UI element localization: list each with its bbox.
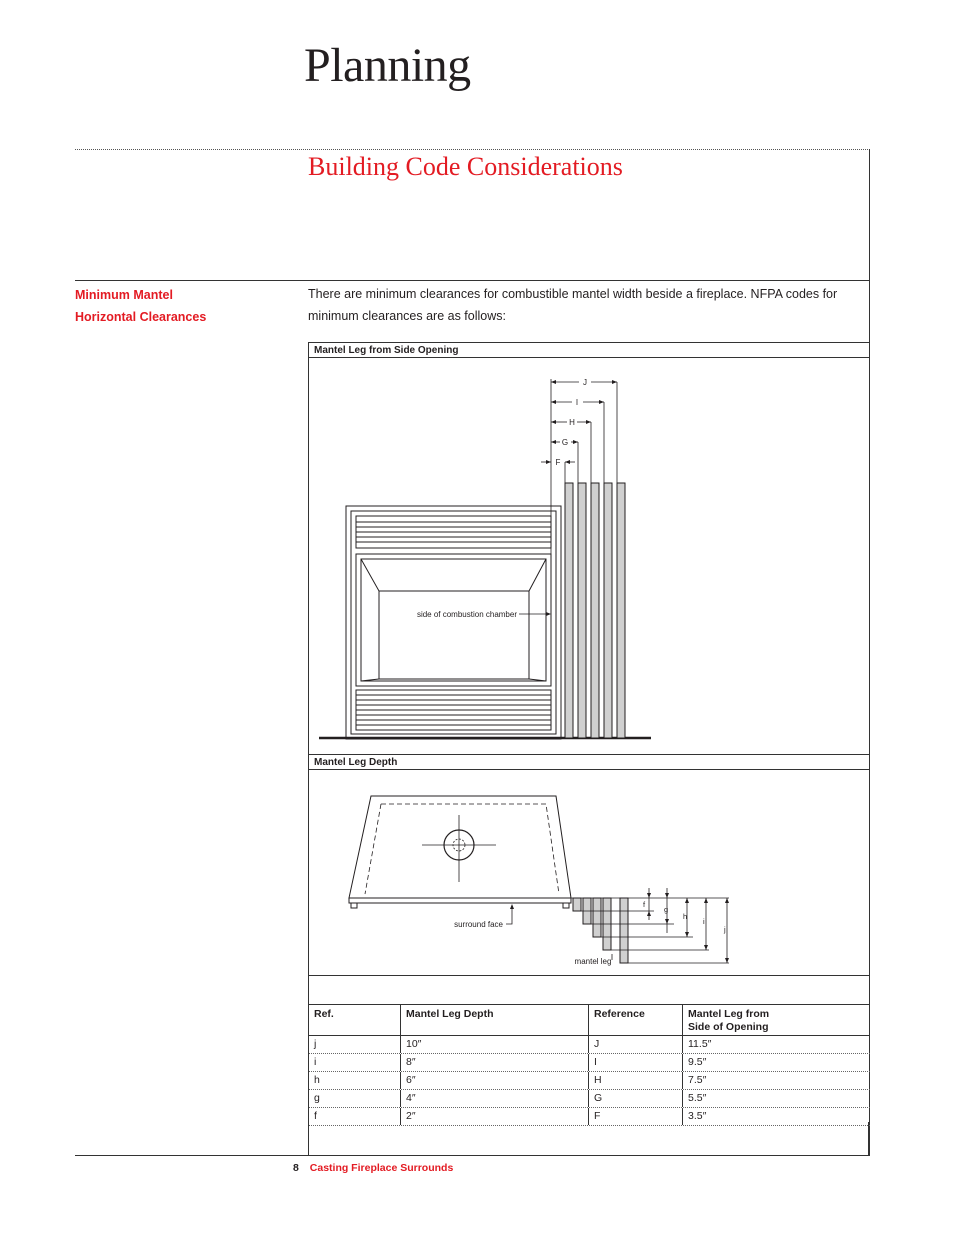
table-row xyxy=(309,1036,870,1054)
firebox-plan-outline xyxy=(349,796,571,898)
firebox-plan-dashed-left xyxy=(365,804,381,894)
firebox-plan-dashed-right xyxy=(381,804,559,894)
foot-left xyxy=(351,903,357,908)
side-heading-line1: Minimum Mantel xyxy=(75,288,173,302)
cell-ref: i xyxy=(309,1054,401,1071)
cell-ref: j xyxy=(309,1036,401,1053)
cell-reference: J xyxy=(589,1036,683,1053)
dimension-lines xyxy=(541,382,617,483)
depth-arrows xyxy=(647,893,729,963)
cell-side: 7.5″ xyxy=(688,1074,707,1086)
header-leg-from-line1: Mantel Leg from xyxy=(688,1008,770,1020)
cell-depth: 10″ xyxy=(401,1036,589,1053)
clearance-table xyxy=(308,1004,870,1126)
cell-reference: H xyxy=(589,1072,683,1089)
publication-name: Casting Fireplace Surrounds xyxy=(309,1162,454,1174)
callout-surround-face: surround face xyxy=(454,920,503,929)
depth-leg-f xyxy=(573,898,581,911)
foot-right xyxy=(563,903,569,908)
figure1-diagram xyxy=(308,358,870,754)
intro-paragraph: There are minimum clearances for combustible mantel width beside a fireplace. NFPA codes for minimum clearances are as follows: xyxy=(308,287,838,323)
callout-surround-arrow xyxy=(510,904,514,909)
figure1-heading: Mantel Leg from Side Opening xyxy=(308,342,869,358)
side-heading-line2: Horizontal Clearances xyxy=(75,310,207,324)
label-H: H xyxy=(569,418,575,427)
depth-label-j: j xyxy=(724,925,726,934)
cell-reference: F xyxy=(589,1108,683,1125)
callout-arrow xyxy=(546,612,551,616)
table-header xyxy=(309,1005,870,1036)
table-row xyxy=(309,1054,870,1072)
firebox-outer xyxy=(356,554,551,686)
cell-side: 11.5″ xyxy=(688,1038,712,1050)
figure2-spacer xyxy=(308,975,870,1004)
cell-side: 5.5″ xyxy=(688,1092,707,1104)
figure2-svg xyxy=(309,770,870,975)
fireplace-inner-frame xyxy=(351,511,556,734)
dotted-divider xyxy=(75,149,870,150)
cell-reference: G xyxy=(589,1090,683,1107)
mantel-legs xyxy=(565,483,625,738)
header-leg-from-line2: Side of Opening xyxy=(688,1021,769,1033)
firebox-front xyxy=(361,559,546,681)
chamber-corner-tl xyxy=(361,559,379,591)
header-leg-from-side xyxy=(683,1005,870,1035)
chamber-corner-tr xyxy=(529,559,546,591)
combustion-chamber xyxy=(379,591,529,679)
mantel-depth-legs xyxy=(573,898,628,963)
lower-louver-slats xyxy=(356,695,551,725)
cell-ref: h xyxy=(309,1072,401,1089)
cell-ref: g xyxy=(309,1090,401,1107)
cell-depth: 8″ xyxy=(401,1054,589,1071)
upper-louver-slats xyxy=(356,522,551,542)
depth-label-i: i xyxy=(703,917,705,926)
cell-side: 3.5″ xyxy=(688,1110,707,1122)
header-reference: Reference xyxy=(589,1005,683,1035)
table-row xyxy=(309,1072,870,1090)
label-F: F xyxy=(555,458,561,467)
page-number: 8 xyxy=(293,1162,299,1174)
header-leg-depth: Mantel Leg Depth xyxy=(401,1005,589,1035)
table-bottom-space xyxy=(308,1122,869,1156)
label-G: G xyxy=(561,438,569,447)
side-heading xyxy=(75,284,275,328)
cell-depth: 2″ xyxy=(401,1108,589,1125)
section-title: Building Code Considerations xyxy=(308,152,623,181)
header-ref: Ref. xyxy=(309,1005,401,1035)
mantel-leg-F xyxy=(565,483,573,738)
cell-ref: f xyxy=(309,1108,401,1125)
depth-leg-j xyxy=(620,898,628,963)
depth-label-g: g xyxy=(664,905,669,914)
mantel-leg-J xyxy=(617,483,625,738)
figure2-heading: Mantel Leg Depth xyxy=(308,754,869,770)
mantel-leg-I xyxy=(604,483,612,738)
page-title: Planning xyxy=(304,39,471,92)
depth-label-h: h xyxy=(683,912,688,921)
mantel-leg-G xyxy=(578,483,586,738)
callout-combustion-chamber: side of combustion chamber xyxy=(416,610,517,619)
page-footer xyxy=(293,1162,453,1174)
figure1-svg xyxy=(309,358,870,754)
figure2-diagram xyxy=(308,770,870,975)
depth-label-f: f xyxy=(643,900,646,909)
cell-reference: I xyxy=(589,1054,683,1071)
callout-mantel-leg: mantel leg xyxy=(574,957,612,966)
table-row xyxy=(309,1090,870,1108)
depth-leg-h xyxy=(593,898,601,937)
cell-side: 9.5″ xyxy=(688,1056,707,1068)
surround-face xyxy=(349,898,571,903)
cell-depth: 4″ xyxy=(401,1090,589,1107)
mantel-leg-H xyxy=(591,483,599,738)
footer-rule xyxy=(75,1155,870,1156)
fireplace-front xyxy=(346,506,561,739)
label-J: J xyxy=(583,378,587,387)
section-rule xyxy=(75,280,870,281)
label-I: I xyxy=(575,398,579,407)
cell-depth: 6″ xyxy=(401,1072,589,1089)
